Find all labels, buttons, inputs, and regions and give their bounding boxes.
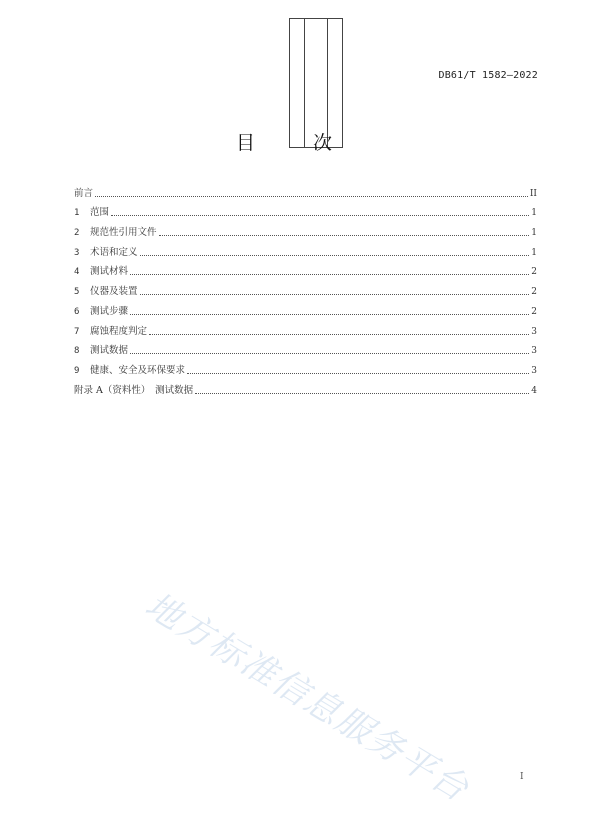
toc-entry-label: 健康、安全及环保要求: [90, 364, 186, 376]
toc-entry-page: 1: [531, 228, 537, 239]
toc-entry-number: 9: [74, 365, 80, 376]
toc-entry-page: 1: [531, 247, 537, 258]
toc-entry-number: 2: [74, 228, 80, 239]
toc-entry-label: 测试数据: [90, 345, 129, 357]
toc-entry-label: 测试步骤: [90, 305, 129, 317]
toc-entry-normative-references[interactable]: [74, 219, 537, 239]
toc-entry-number: 7: [74, 326, 80, 337]
toc-dot-leader: [95, 196, 528, 197]
toc-entry-page: II: [529, 188, 537, 199]
toc-entry-page: 3: [531, 346, 537, 357]
page-number: I: [520, 772, 524, 782]
toc-entry-number: 8: [74, 346, 80, 357]
toc-dot-leader: [130, 314, 529, 315]
toc-entry-scope[interactable]: [74, 200, 537, 220]
toc-dot-leader: [140, 294, 530, 295]
toc-entry-foreword[interactable]: [74, 180, 537, 200]
toc-dot-leader: [140, 255, 530, 256]
toc-entry-label: 术语和定义: [90, 246, 138, 258]
toc-entry-test-steps[interactable]: [74, 298, 537, 318]
toc-entry-page: 2: [531, 287, 537, 298]
toc-title: 目 次: [235, 132, 359, 154]
toc-entry-label: 规范性引用文件: [90, 227, 157, 239]
toc-entry-number: 4: [74, 267, 80, 278]
toc-entry-health-safety[interactable]: [74, 357, 537, 377]
toc-entry-page: 1: [531, 208, 537, 219]
toc-entry-corrosion-rating[interactable]: [74, 318, 537, 338]
document-code: DB61/T 1582—2022: [438, 70, 538, 81]
toc-entry-number: 1: [74, 208, 80, 219]
toc-entry-instruments[interactable]: [74, 278, 537, 298]
toc-entry-terms-definitions[interactable]: [74, 239, 537, 259]
toc-entry-label: 测试材料: [90, 266, 129, 278]
toc-dot-leader: [130, 353, 529, 354]
toc-entry-label: 范围: [90, 207, 110, 219]
toc-dot-leader: [195, 393, 529, 394]
toc-dot-leader: [159, 235, 530, 236]
toc-entry-page: 2: [531, 267, 537, 278]
toc-entry-number: 3: [74, 247, 80, 258]
toc-entry-page: 4: [531, 385, 537, 396]
toc-entry-label: 腐蚀程度判定: [90, 325, 148, 337]
toc-entry-test-data[interactable]: [74, 338, 537, 358]
toc-entry-label: 仪器及装置: [90, 286, 138, 298]
watermark-text: 地方标准信息服务平台: [138, 585, 476, 811]
toc-dot-leader: [149, 334, 529, 335]
toc-dot-leader: [187, 373, 529, 374]
toc-dot-leader: [130, 274, 529, 275]
toc-entry-number: 6: [74, 306, 80, 317]
toc-entry-test-materials[interactable]: [74, 259, 537, 279]
toc-entry-page: 3: [531, 365, 537, 376]
toc-entry-number: 5: [74, 287, 80, 298]
toc-entry-appendix-a[interactable]: [74, 377, 537, 397]
toc-dot-leader: [111, 215, 529, 216]
toc-entry-page: 2: [531, 306, 537, 317]
toc-entry-label: 前言: [74, 187, 94, 199]
toc-list: [74, 180, 537, 397]
toc-entry-label: 附录 A（资料性） 测试数据: [74, 384, 194, 396]
toc-entry-page: 3: [531, 326, 537, 337]
